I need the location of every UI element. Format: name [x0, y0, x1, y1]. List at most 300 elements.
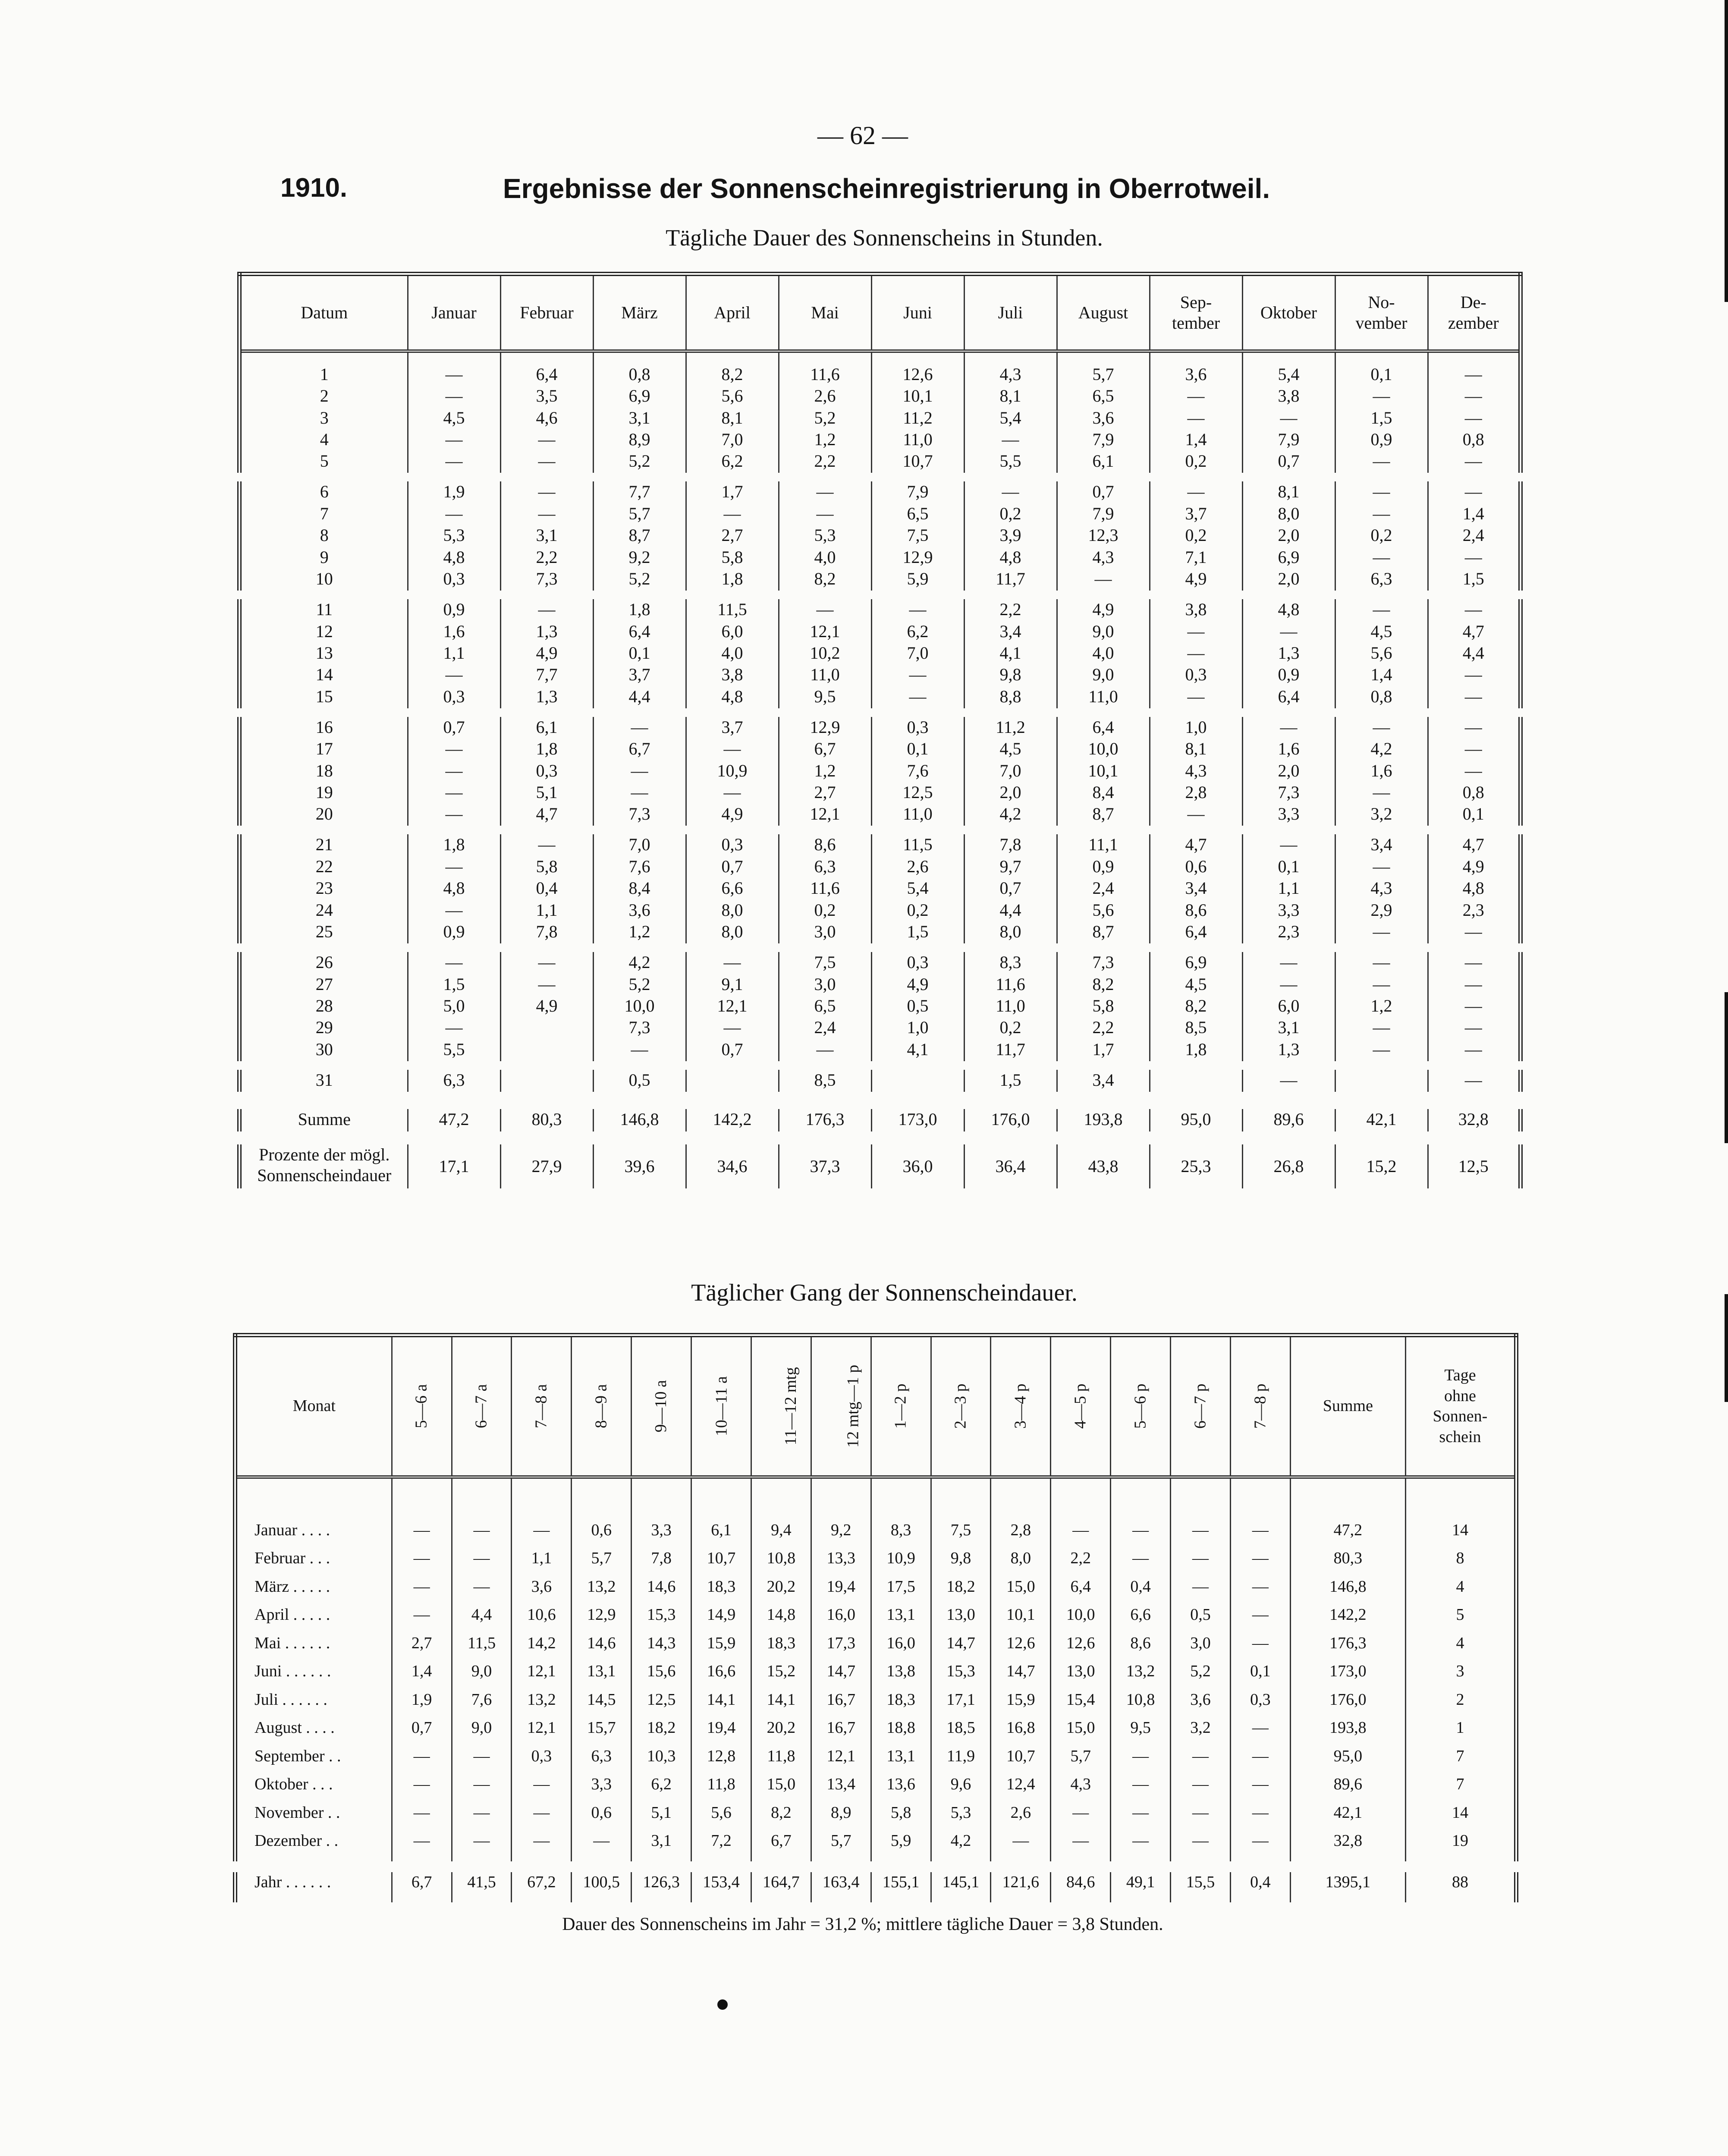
sunshine-hours: —	[1428, 408, 1521, 429]
sunshine-hours: 2,4	[779, 1017, 871, 1039]
sunshine-hours: 11,7	[964, 1039, 1057, 1065]
hourly-value: —	[1230, 1803, 1290, 1831]
monthly-sum: 80,3	[500, 1100, 593, 1138]
sunshine-hours: 5,8	[686, 547, 779, 569]
sunshine-hours: —	[500, 948, 593, 974]
hourly-value: 6,1	[691, 1520, 751, 1548]
hourly-value: 8,6	[1111, 1633, 1171, 1661]
sunshine-hours: —	[1428, 948, 1521, 974]
sunshine-hours: —	[500, 477, 593, 503]
hourly-value: 20,2	[751, 1718, 811, 1746]
sunshine-hours: 4,3	[1057, 547, 1150, 569]
year-total-value: 153,4	[691, 1867, 751, 1902]
header-hour	[632, 1335, 691, 1477]
hourly-value: —	[1171, 1577, 1231, 1605]
spacer-cell	[871, 1477, 931, 1520]
sunshine-hours: 1,3	[1242, 1039, 1335, 1065]
day-number: 5	[320, 451, 329, 471]
hourly-value: 2	[1405, 1690, 1516, 1718]
spacer-cell	[751, 1477, 811, 1520]
hourly-value: —	[512, 1831, 572, 1867]
month-name: März . . . . .	[254, 1577, 330, 1596]
sunshine-hours: 12,3	[1057, 525, 1150, 547]
sunshine-hours: 7,7	[593, 477, 686, 503]
day-number: 29	[315, 1018, 333, 1037]
hourly-value: 5,9	[871, 1831, 931, 1867]
day-row	[239, 974, 1521, 996]
spacer-cell	[512, 1477, 572, 1520]
sunshine-hours: 0,1	[1335, 364, 1428, 386]
hourly-value: —	[392, 1577, 452, 1605]
header-month: No- vember	[1335, 274, 1428, 351]
sunshine-hours: 4,7	[500, 804, 593, 830]
sunshine-hours: 9,5	[779, 686, 871, 713]
sunshine-hours	[500, 1065, 593, 1101]
sunshine-hours: —	[1150, 386, 1242, 407]
sunshine-hours: 12,1	[686, 996, 779, 1017]
sunshine-hours: —	[1428, 364, 1521, 386]
sunshine-hours: 0,3	[871, 713, 964, 739]
sunshine-hours: 0,9	[408, 595, 500, 621]
sunshine-hours: —	[1428, 547, 1521, 569]
sunshine-hours: —	[1428, 686, 1521, 713]
hourly-value: 15,0	[1051, 1718, 1111, 1746]
hourly-value: 14,8	[751, 1605, 811, 1633]
hourly-value: 16,7	[811, 1690, 871, 1718]
sunshine-hours: —	[1428, 1017, 1521, 1039]
hourly-value: 9,0	[452, 1718, 512, 1746]
sunshine-hours: 12,6	[871, 364, 964, 386]
percent-value: 37,3	[779, 1138, 871, 1188]
sunshine-hours: 1,3	[500, 621, 593, 643]
day-number: 21	[315, 835, 333, 855]
sunshine-hours: —	[593, 713, 686, 739]
hourly-value: 18,3	[751, 1633, 811, 1661]
month-row	[235, 1633, 1516, 1661]
sunshine-hours: —	[1335, 948, 1428, 974]
hourly-value: 12,6	[991, 1633, 1051, 1661]
day-row	[239, 643, 1521, 664]
sunshine-hours: —	[1428, 451, 1521, 477]
header-hour	[871, 1335, 931, 1477]
sunshine-hours: 7,5	[779, 948, 871, 974]
sunshine-hours: —	[1335, 1017, 1428, 1039]
sunshine-hours: 4,7	[1150, 830, 1242, 856]
spacer-cell	[1171, 1477, 1231, 1520]
hourly-value: 3,0	[1171, 1633, 1231, 1661]
header-summe: Summe	[1290, 1335, 1405, 1477]
hourly-value: 18,5	[931, 1718, 991, 1746]
day-row	[239, 595, 1521, 621]
month-row	[235, 1746, 1516, 1774]
sunshine-hours: 3,3	[1242, 804, 1335, 830]
hourly-value: 8,9	[811, 1803, 871, 1831]
page-number: — 62 —	[817, 121, 908, 150]
sunshine-hours: 2,2	[1057, 1017, 1150, 1039]
hourly-value: 89,6	[1290, 1774, 1405, 1802]
hourly-value: 13,6	[871, 1774, 931, 1802]
sunshine-hours: 8,2	[1150, 996, 1242, 1017]
sunshine-hours: 3,1	[1242, 1017, 1335, 1039]
sunshine-hours: 4,8	[1428, 878, 1521, 899]
hourly-value: 13,2	[572, 1577, 632, 1605]
sunshine-hours: 4,9	[500, 996, 593, 1017]
spacer-cell	[686, 351, 779, 364]
hourly-value: —	[1051, 1520, 1111, 1548]
sunshine-hours: 7,0	[964, 761, 1057, 782]
sunshine-hours: 11,0	[1057, 686, 1150, 713]
header-hour	[1111, 1335, 1171, 1477]
hourly-value: 14,6	[572, 1633, 632, 1661]
hourly-value: 3,3	[632, 1520, 691, 1548]
hourly-value: 13,8	[871, 1661, 931, 1689]
sunshine-hours: 3,7	[686, 713, 779, 739]
sunshine-hours: 5,4	[1242, 364, 1335, 386]
hourly-value: 13,1	[871, 1746, 931, 1774]
hourly-value: 13,2	[1111, 1661, 1171, 1689]
sunshine-hours: 0,9	[1057, 856, 1150, 878]
hourly-value: 18,8	[871, 1718, 931, 1746]
hourly-value: 15,4	[1051, 1690, 1111, 1718]
spacer-cell	[452, 1477, 512, 1520]
sunshine-hours: 3,0	[779, 921, 871, 948]
sunshine-hours: 3,7	[1150, 503, 1242, 525]
hourly-value: 12,6	[1051, 1633, 1111, 1661]
hourly-value: 12,8	[691, 1746, 751, 1774]
hourly-value: 10,8	[751, 1548, 811, 1576]
hourly-value: 12,9	[572, 1605, 632, 1633]
sunshine-hours: —	[408, 782, 500, 804]
hourly-value: 193,8	[1290, 1718, 1405, 1746]
day-row	[239, 996, 1521, 1017]
sunshine-hours: 11,6	[779, 878, 871, 899]
sunshine-hours: 3,1	[500, 525, 593, 547]
hourly-value: 14,6	[632, 1577, 691, 1605]
hourly-value: —	[1230, 1774, 1290, 1802]
hourly-value: 7,8	[632, 1548, 691, 1576]
hourly-value: 173,0	[1290, 1661, 1405, 1689]
monthly-sum: 32,8	[1428, 1100, 1521, 1138]
sunshine-hours: 12,5	[871, 782, 964, 804]
sunshine-hours: —	[871, 595, 964, 621]
hourly-value: 16,8	[991, 1718, 1051, 1746]
sunshine-hours: 11,0	[871, 429, 964, 451]
hourly-value: 15,0	[991, 1577, 1051, 1605]
spacer-row	[235, 1477, 1516, 1520]
year-total-value: 145,1	[931, 1867, 991, 1902]
sunshine-hours: 3,8	[1242, 386, 1335, 407]
sunshine-hours: 4,2	[964, 804, 1057, 830]
sunshine-hours: 3,4	[1335, 830, 1428, 856]
sunshine-hours: —	[1242, 974, 1335, 996]
header-hour-label: 6—7 p	[1191, 1383, 1210, 1429]
month-row	[235, 1548, 1516, 1576]
hourly-value: 2,8	[991, 1520, 1051, 1548]
header-hour	[512, 1335, 572, 1477]
day-row	[239, 878, 1521, 899]
sunshine-hours: 4,8	[686, 686, 779, 713]
percent-row	[239, 1138, 1521, 1188]
sunshine-hours: 6,9	[1150, 948, 1242, 974]
sunshine-hours: 4,1	[964, 643, 1057, 664]
sunshine-hours: 10,1	[871, 386, 964, 407]
hourly-value: 11,8	[751, 1746, 811, 1774]
sunshine-hours: —	[779, 477, 871, 503]
sunshine-hours: —	[1428, 1065, 1521, 1101]
spacer-cell	[239, 351, 408, 364]
sunshine-hours: 8,1	[686, 408, 779, 429]
sunshine-hours: 4,2	[1335, 739, 1428, 760]
sunshine-hours: —	[500, 974, 593, 996]
hourly-value: 3	[1405, 1661, 1516, 1689]
sunshine-hours: 1,1	[500, 900, 593, 921]
hourly-value: 14,7	[811, 1661, 871, 1689]
hourly-value: 5	[1405, 1605, 1516, 1633]
month-row	[235, 1803, 1516, 1831]
header-hour-label: 7—8 p	[1251, 1383, 1269, 1429]
day-row	[239, 451, 1521, 477]
percent-value: 15,2	[1335, 1138, 1428, 1188]
hourly-value: 0,3	[512, 1746, 572, 1774]
day-number: 1	[320, 365, 329, 384]
sunshine-hours: 1,2	[779, 429, 871, 451]
hourly-value: 176,0	[1290, 1690, 1405, 1718]
sunshine-hours: 5,9	[871, 569, 964, 595]
sunshine-hours: 11,6	[964, 974, 1057, 996]
page-edge-mark	[1725, 992, 1728, 1143]
sunshine-hours: 8,7	[593, 525, 686, 547]
hourly-value: 14,5	[572, 1690, 632, 1718]
day-row	[239, 948, 1521, 974]
monthly-sum: 146,8	[593, 1100, 686, 1138]
sunshine-hours: —	[1335, 974, 1428, 996]
sunshine-hours: 10,0	[1057, 739, 1150, 760]
day-number: 28	[315, 996, 333, 1016]
sunshine-hours: —	[1335, 595, 1428, 621]
sunshine-hours: 10,1	[1057, 761, 1150, 782]
year-total-value: 163,4	[811, 1867, 871, 1902]
header-hour-label: 5—6 a	[412, 1384, 430, 1429]
hourly-value: 12,1	[811, 1746, 871, 1774]
sunshine-hours: 6,5	[871, 503, 964, 525]
sunshine-hours: 0,3	[408, 569, 500, 595]
hourly-value: —	[1111, 1520, 1171, 1548]
sunshine-hours: 6,2	[871, 621, 964, 643]
hourly-value: 10,1	[991, 1605, 1051, 1633]
sunshine-hours: 5,7	[593, 503, 686, 525]
header-hour-label: 3—4 p	[1011, 1383, 1030, 1429]
hourly-value: —	[1051, 1831, 1111, 1867]
hourly-value: 18,2	[931, 1577, 991, 1605]
page-edge-mark	[1725, 0, 1728, 302]
sunshine-hours: —	[408, 664, 500, 686]
sunshine-hours: 4,5	[964, 739, 1057, 760]
hourly-value: 13,1	[572, 1661, 632, 1689]
percent-value: 34,6	[686, 1138, 779, 1188]
spacer-cell	[408, 351, 500, 364]
hourly-value: 0,1	[1230, 1661, 1290, 1689]
hourly-value: —	[1230, 1633, 1290, 1661]
hourly-value: 5,3	[931, 1803, 991, 1831]
sunshine-hours: 3,3	[1242, 900, 1335, 921]
hourly-value: —	[452, 1803, 512, 1831]
sunshine-hours: 3,2	[1335, 804, 1428, 830]
hourly-value: 12,4	[991, 1774, 1051, 1802]
year-total-value: 67,2	[512, 1867, 572, 1902]
sunshine-hours: 1,5	[1428, 569, 1521, 595]
sunshine-hours: 11,1	[1057, 830, 1150, 856]
hourly-value: 9,5	[1111, 1718, 1171, 1746]
hourly-value: —	[512, 1803, 572, 1831]
sunshine-hours: 2,9	[1335, 900, 1428, 921]
hourly-value: —	[392, 1520, 452, 1548]
hourly-value: 2,2	[1051, 1548, 1111, 1576]
month-row	[235, 1690, 1516, 1718]
day-number: 25	[315, 922, 333, 942]
hourly-value: 0,6	[572, 1520, 632, 1548]
monthly-sum: 142,2	[686, 1100, 779, 1138]
sunshine-hours: —	[1242, 948, 1335, 974]
hourly-value: 7	[1405, 1746, 1516, 1774]
sunshine-hours: —	[1335, 1039, 1428, 1065]
sunshine-hours: 7,3	[1242, 782, 1335, 804]
sunshine-hours: 1,8	[686, 569, 779, 595]
footer-note: Dauer des Sonnenscheins im Jahr = 31,2 %; mittlere tägliche Dauer = 3,8 Stunden.	[562, 1914, 1163, 1934]
sunshine-hours: 11,0	[779, 664, 871, 686]
month-name: Oktober . . .	[254, 1775, 333, 1794]
day-row	[239, 782, 1521, 804]
sunshine-hours: 5,3	[408, 525, 500, 547]
hourly-value: —	[452, 1774, 512, 1802]
sunshine-hours: 4,0	[686, 643, 779, 664]
sunshine-hours: 8,1	[1150, 739, 1242, 760]
sunshine-hours: 9,8	[964, 664, 1057, 686]
sunshine-hours: 8,4	[1057, 782, 1150, 804]
sunshine-hours: 2,2	[964, 595, 1057, 621]
hourly-value: —	[392, 1803, 452, 1831]
hourly-value: 7,5	[931, 1520, 991, 1548]
sunshine-hours: —	[593, 782, 686, 804]
hourly-value: 13,0	[1051, 1661, 1111, 1689]
hourly-value: 14	[1405, 1803, 1516, 1831]
year-total-value: 1395,1	[1290, 1867, 1405, 1902]
sunshine-hours: 2,4	[1057, 878, 1150, 899]
sunshine-hours: 2,7	[779, 782, 871, 804]
hourly-value: 14,9	[691, 1605, 751, 1633]
sunshine-hours: 4,8	[1242, 595, 1335, 621]
sunshine-hours: 1,2	[779, 761, 871, 782]
day-number: 19	[315, 783, 333, 802]
sunshine-hours: 4,3	[1150, 761, 1242, 782]
header-hour	[691, 1335, 751, 1477]
sunshine-hours: 0,6	[1150, 856, 1242, 878]
spacer-cell	[871, 351, 964, 364]
sunshine-hours: —	[408, 900, 500, 921]
sunshine-hours: 0,7	[408, 713, 500, 739]
hourly-value: 4,4	[452, 1605, 512, 1633]
year-total-value: 49,1	[1111, 1867, 1171, 1902]
sunshine-hours: 5,2	[593, 451, 686, 477]
sunshine-hours: 6,7	[779, 739, 871, 760]
sunshine-hours: 7,8	[500, 921, 593, 948]
day-row	[239, 569, 1521, 595]
sunshine-hours: —	[500, 429, 593, 451]
ink-dot	[717, 1999, 728, 2010]
sunshine-hours: 2,3	[1242, 921, 1335, 948]
spacer-cell	[811, 1477, 871, 1520]
sunshine-hours: —	[1335, 477, 1428, 503]
hourly-value: 5,7	[811, 1831, 871, 1867]
header-hour	[811, 1335, 871, 1477]
percent-value: 25,3	[1150, 1138, 1242, 1188]
percent-value: 27,9	[500, 1138, 593, 1188]
month-name: Juli . . . . . .	[254, 1690, 327, 1709]
hourly-value: 13,0	[931, 1605, 991, 1633]
table1-subtitle: Tägliche Dauer des Sonnenscheins in Stunden.	[666, 225, 1103, 251]
sunshine-hours: —	[593, 761, 686, 782]
sunshine-hours: —	[871, 686, 964, 713]
hourly-value: —	[1171, 1520, 1231, 1548]
percent-value: 36,0	[871, 1138, 964, 1188]
sunshine-hours: 7,9	[1242, 429, 1335, 451]
sunshine-hours: —	[1150, 408, 1242, 429]
sunshine-hours: 0,3	[871, 948, 964, 974]
hourly-value: —	[512, 1520, 572, 1548]
sunshine-hours: 0,2	[1335, 525, 1428, 547]
sunshine-hours: —	[1428, 477, 1521, 503]
sunshine-hours: 0,2	[779, 900, 871, 921]
percent-label: Prozente der mögl. Sonnenscheindauer	[257, 1145, 392, 1185]
sunshine-hours: 6,4	[500, 364, 593, 386]
sunshine-hours: 12,9	[779, 713, 871, 739]
header-hour-label: 6—7 a	[472, 1384, 490, 1429]
day-number: 23	[315, 878, 333, 898]
header-hour	[392, 1335, 452, 1477]
header-hour	[751, 1335, 811, 1477]
spacer-cell	[991, 1477, 1051, 1520]
sunshine-hours: 3,6	[1150, 364, 1242, 386]
sunshine-hours: 5,0	[408, 996, 500, 1017]
month-row	[235, 1520, 1516, 1548]
sunshine-hours: 8,0	[964, 921, 1057, 948]
month-name: November . .	[254, 1803, 340, 1822]
sunshine-hours: 3,6	[1057, 408, 1150, 429]
day-row	[239, 713, 1521, 739]
sunshine-hours: —	[1242, 1065, 1335, 1101]
spacer-cell	[1051, 1477, 1111, 1520]
sunshine-hours: 8,9	[593, 429, 686, 451]
sunshine-hours: 7,1	[1150, 547, 1242, 569]
day-row	[239, 1039, 1521, 1065]
header-month: April	[686, 274, 779, 351]
sunshine-hours: —	[408, 948, 500, 974]
sunshine-hours: 1,8	[1150, 1039, 1242, 1065]
day-number: 18	[315, 761, 333, 780]
sunshine-hours: 1,3	[1242, 643, 1335, 664]
sunshine-hours: 0,2	[1150, 525, 1242, 547]
hourly-value: —	[512, 1774, 572, 1802]
hourly-value: 11,5	[452, 1633, 512, 1661]
sunshine-hours: —	[779, 595, 871, 621]
monthly-sum: 42,1	[1335, 1100, 1428, 1138]
hourly-value: 4	[1405, 1577, 1516, 1605]
spacer-cell	[1405, 1477, 1516, 1520]
sunshine-hours: 5,2	[593, 974, 686, 996]
sunshine-hours: —	[1428, 386, 1521, 407]
hourly-value: 6,4	[1051, 1577, 1111, 1605]
sunshine-hours	[686, 1065, 779, 1101]
sunshine-hours: 1,0	[1150, 713, 1242, 739]
